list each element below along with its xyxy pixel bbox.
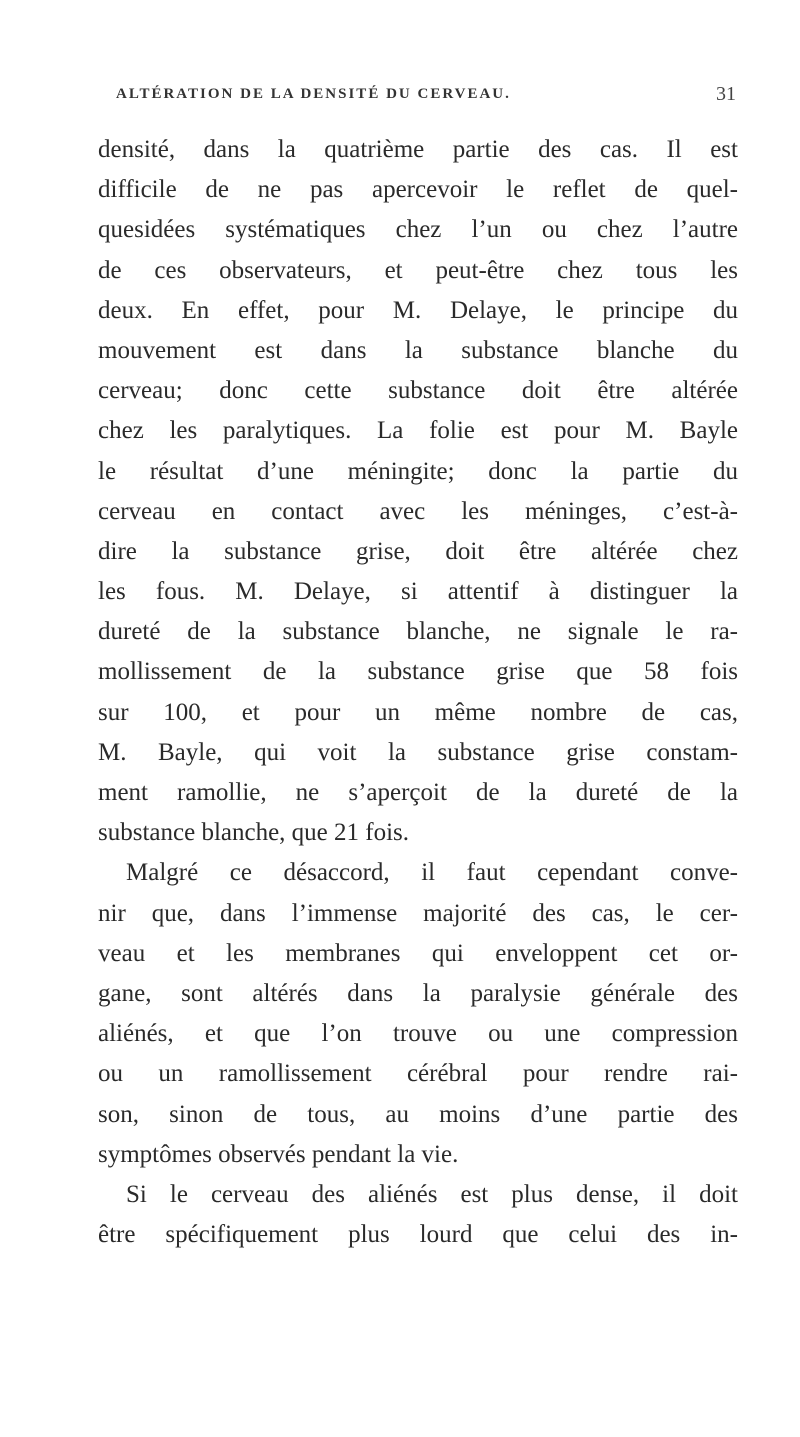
text-line: Malgré ce désaccord, il faut cependant conve-: [126, 859, 738, 887]
text-line: difficile de ne pas apercevoir le reflet de quel-: [98, 176, 738, 204]
text-line: ment ramollie, ne s’aperçoit de la dureté de la: [98, 779, 738, 806]
text-line: ou un ramollissement cérébral pour rendre rai-: [98, 1060, 738, 1088]
text-line: Si le cerveau des aliénés est plus dense, il doit: [126, 1180, 738, 1208]
text-line: sur 100, et pour un même nombre de cas,: [98, 698, 738, 726]
text-line: dire la substance grise, doit être altérée chez: [98, 537, 738, 565]
text-line: symptômes observés pendant la vie.: [98, 1140, 459, 1168]
page-number: 31: [716, 83, 736, 105]
text-line: veau et les membranes qui enveloppent cet or-: [98, 939, 738, 967]
text-line: chez les paralytiques. La folie est pour M. Bayle: [98, 417, 738, 445]
text-line: les fous. M. Delaye, si attentif à distinguer la: [98, 578, 738, 606]
text-line: mouvement est dans la substance blanche du: [98, 336, 738, 364]
text-line: quesidées systématiques chez l’un ou chez l’autre: [98, 216, 738, 244]
text-line: nir que, dans l’immense majorité des cas, le cer-: [98, 899, 738, 927]
text-line: densité, dans la quatrième partie des cas. Il est: [98, 136, 738, 163]
text-line: mollissement de la substance grise que 58 fois: [98, 658, 738, 686]
text-line: deux. En effet, pour M. Delaye, le principe du: [98, 296, 738, 324]
text-line: de ces observateurs, et peut-être chez tous les: [98, 256, 738, 284]
text-line: son, sinon de tous, au moins d’une partie des: [98, 1100, 738, 1128]
text-line: être spécifiquement plus lourd que celui des in-: [98, 1221, 738, 1249]
running-title: ALTÉRATION DE LA DENSITÉ DU CERVEAU.: [116, 86, 511, 102]
text-line: le résultat d’une méningite; donc la partie du: [98, 457, 738, 485]
text-line: cerveau en contact avec les méninges, c’est-à-: [98, 497, 738, 525]
body-text: [98, 130, 738, 1255]
text-line: cerveau; donc cette substance doit être altérée: [98, 377, 738, 405]
text-line: aliénés, et que l’on trouve ou une compression: [98, 1020, 738, 1048]
text-line: gane, sont altérés dans la paralysie générale des: [98, 979, 738, 1007]
text-line: dureté de la substance blanche, ne signale le ra-: [98, 618, 738, 646]
running-head: [116, 83, 736, 114]
text-line: M. Bayle, qui voit la substance grise constam-: [98, 738, 738, 766]
text-line: substance blanche, que 21 fois.: [98, 819, 410, 847]
